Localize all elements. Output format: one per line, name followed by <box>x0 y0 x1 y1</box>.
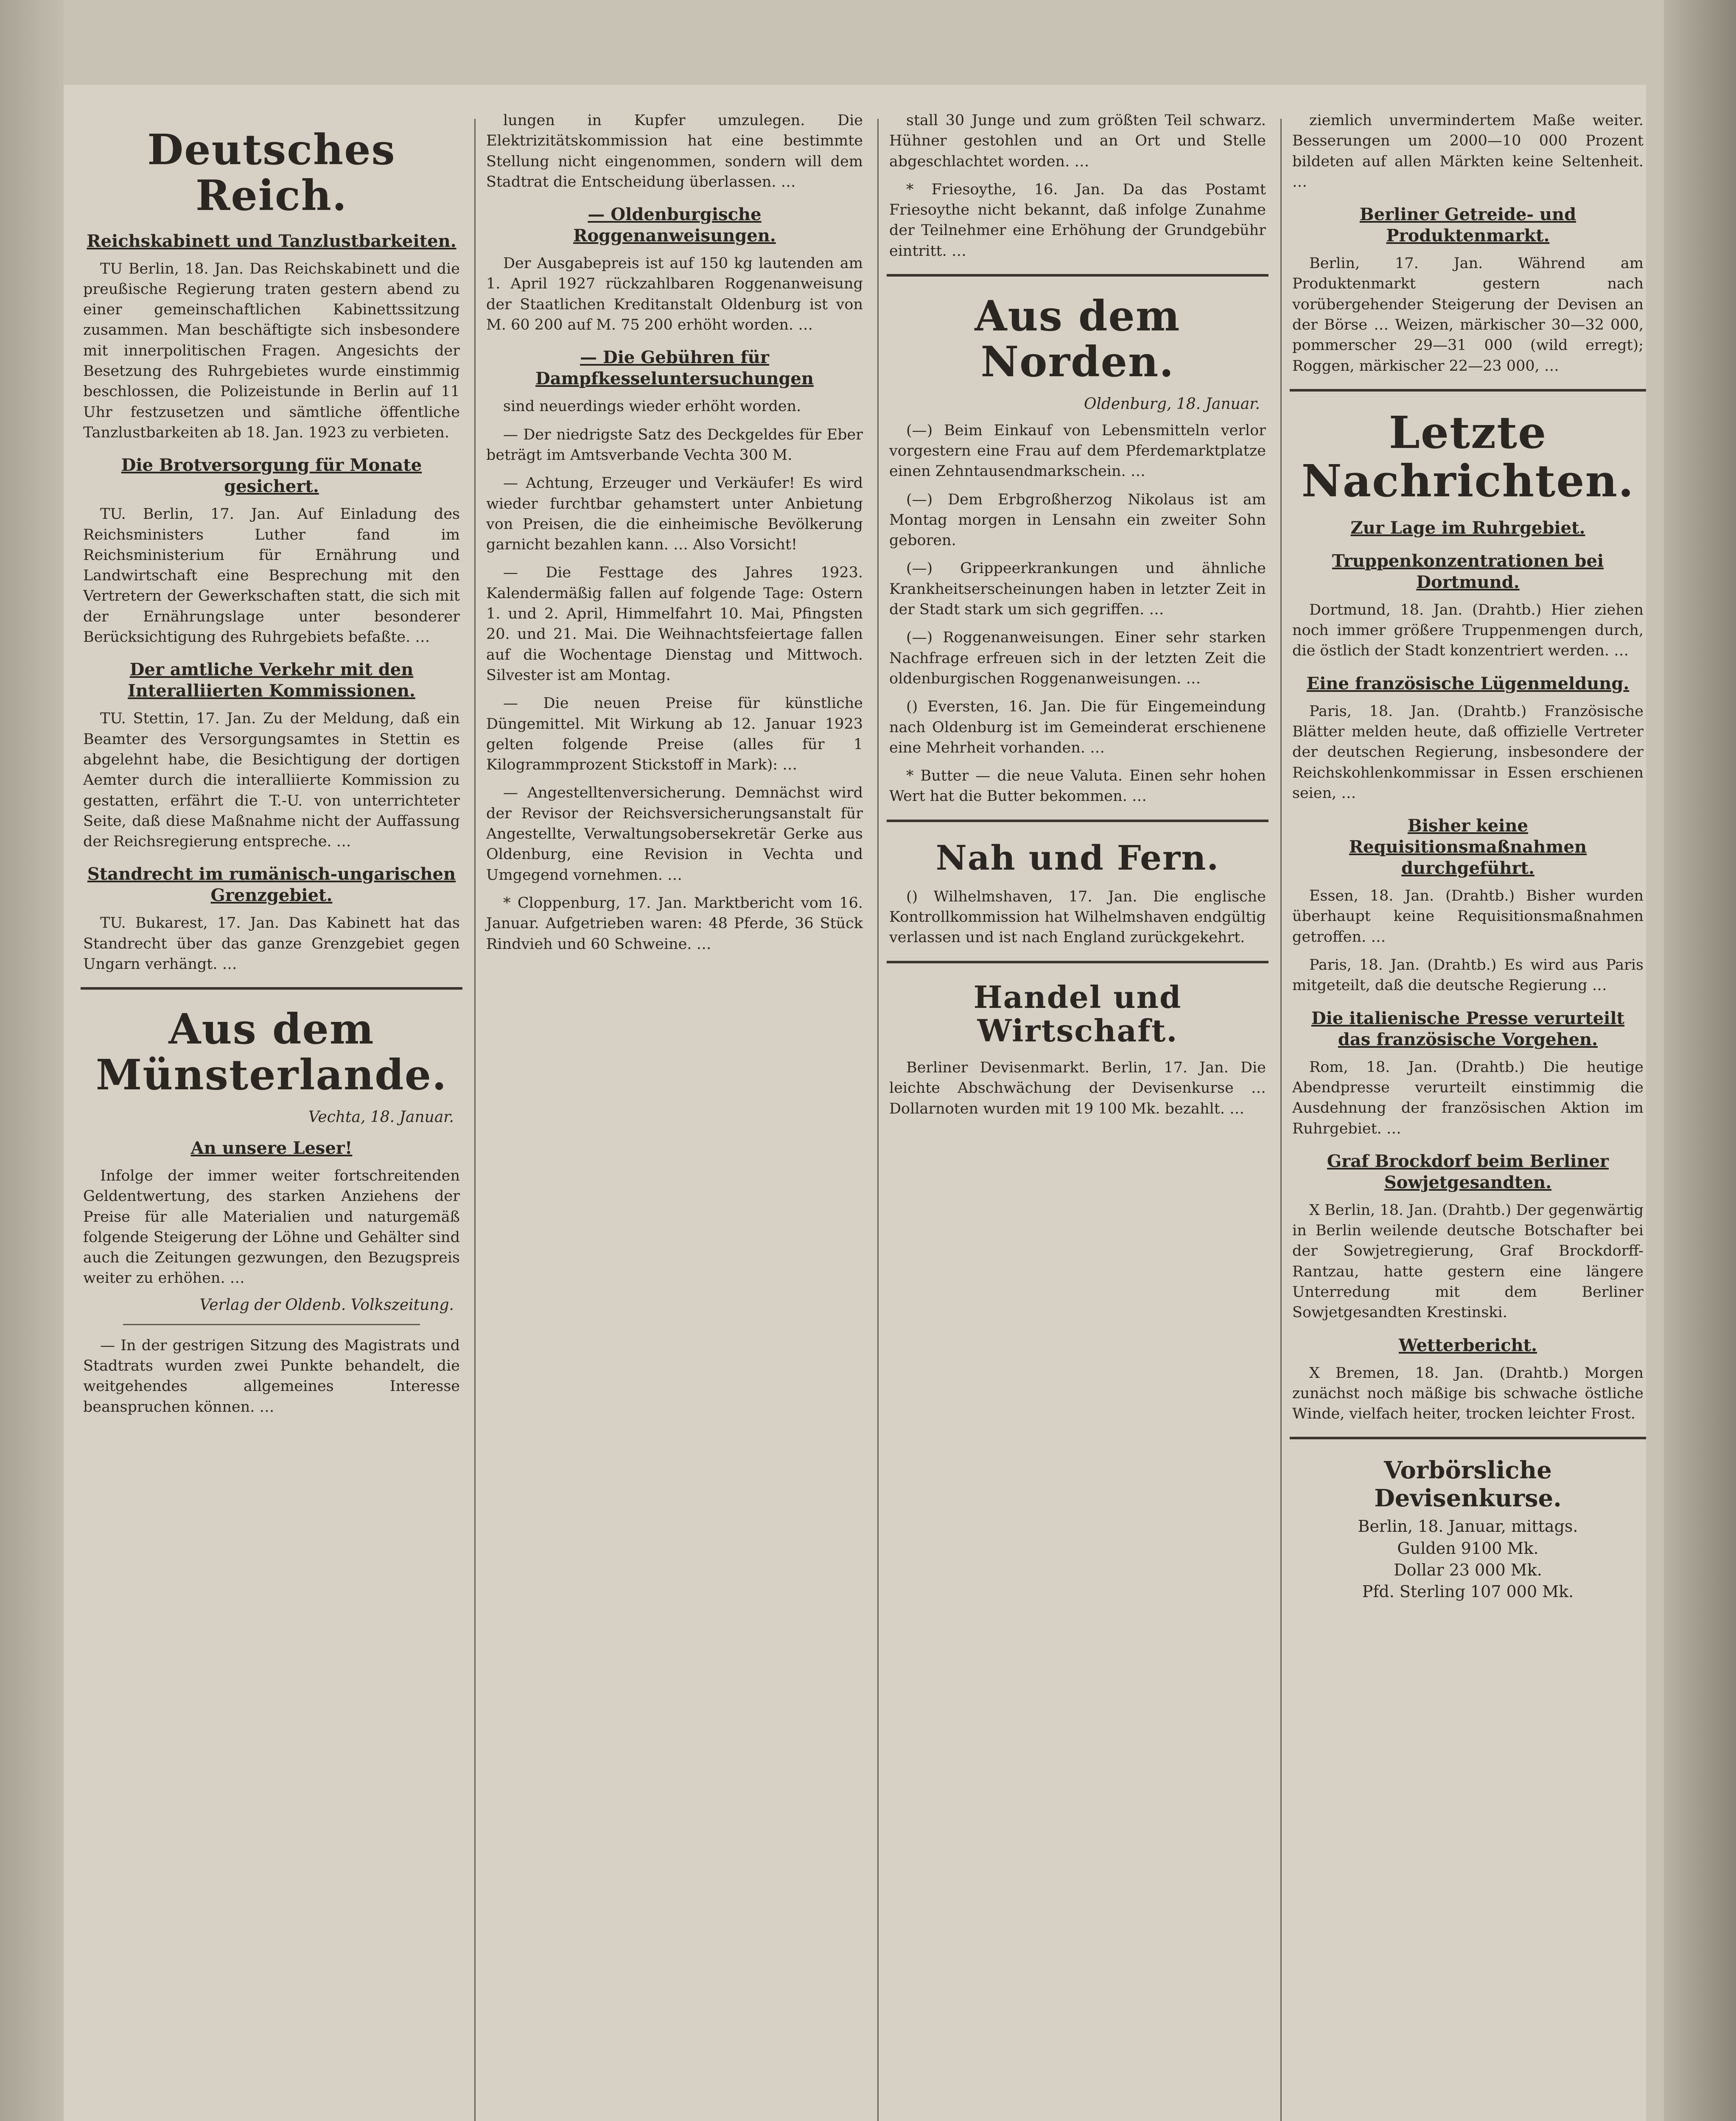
article-headline: An unsere Leser! <box>190 1138 353 1158</box>
article-text: — In der gestrigen Sitzung des Magistrats und Stadtrats wurden zwei Punkte behandelt, die weitgehendes allgemeines Interesse beanspruchen können. … <box>83 1337 460 1416</box>
section-divider <box>887 820 1268 822</box>
article-headline: Standrecht im rumänisch-ungarischen Grenzgebiet. <box>87 864 456 906</box>
article-text: — Der niedrigste Satz des Deckgeldes für Eber beträgt im Amtsverbande Vechta 300 M. <box>486 426 863 464</box>
section-heading: Aus dem Norden. <box>974 292 1181 386</box>
article-headline: Bisher keine Requisitionsmaßnahmen durchgeführt. <box>1349 816 1587 879</box>
article-text: X Bremen, 18. Jan. (Drahtb.) Morgen zunächst noch mäßige bis schwache östliche Winde, vielfach heiter, trocken leichter Frost. <box>1292 1364 1644 1423</box>
article-text: TU. Berlin, 17. Jan. Auf Einladung des Reichsministers Luther fand im Reichsministerium für Ernährung und Landwirtschaft eine Besprechung mit den Vertretern der Gewerkschaften statt, die sich mit der Ernährungslage unter besonderer Berücksichtigung des Ruhrgebiets befaßte. … <box>83 506 460 646</box>
article-headline: Der amtliche Verkehr mit den Interalliierten Kommissionen. <box>128 660 415 701</box>
section-heading: Deutsches Reich. <box>147 126 396 220</box>
article-text: — Angestelltenversicherung. Demnächst wird der Revisor der Reichsversicherungsanstalt für Angestellte, Verwaltungsobersekretär Gerke aus Oldenburg, eine Revision in Vechta und Umgegend vornehmen. … <box>486 784 863 884</box>
article-headline: Die Brotversorgung für Monate gesichert. <box>121 455 422 497</box>
article-text: Essen, 18. Jan. (Drahtb.) Bisher wurden überhaupt keine Requisitionsmaßnahmen getroffen. … <box>1292 887 1644 946</box>
article-text: Paris, 18. Jan. (Drahtb.) Es wird aus Paris mitgeteilt, daß die deutsche Regierung … <box>1292 957 1644 994</box>
article-text: * Friesoythe, 16. Jan. Da das Postamt Friesoythe nicht bekannt, daß infolge Zunahme der Teilnehmer eine Erhöhung der Grundgebühr eintritt. … <box>889 181 1266 260</box>
article-text: Berliner Devisenmarkt. Berlin, 17. Jan. Die leichte Abschwächung der Devisenkurse … Dollarnoten wurden mit 19 100 Mk. bezahlt. … <box>889 1059 1266 1117</box>
article-headline: Berliner Getreide- und Produktenmarkt. <box>1359 204 1576 246</box>
article-text: Berlin, 17. Jan. Während am Produktenmarkt gestern nach vorübergehender Steigerung der Devisen an der Börse … Weizen, märkischer 30—32 000, pommerscher 29—31 000 (wild erregt); Roggen, märkischer 22—23 000, … <box>1292 255 1644 375</box>
exchange-rates-heading: Vorbörsliche Devisenkurse. <box>1374 1456 1562 1513</box>
article-text: Infolge der immer weiter fortschreitenden Geldentwertung, des starken Anziehens der Preise für alle Materialien und naturgemäß folgende Steigerung der Löhne und Gehälter sind auch die Zeitungen gezwungen, den Bezugspreis weiter zu erhöhen. … <box>83 1167 460 1287</box>
exchange-rate-dollar: Dollar 23 000 Mk. <box>1394 1561 1542 1580</box>
column-2 <box>484 110 865 2121</box>
article-headline: Truppenkonzentrationen bei Dortmund. <box>1332 551 1604 592</box>
dateline: Vechta, 18. Januar. <box>308 1108 454 1126</box>
article-text: Dortmund, 18. Jan. (Drahtb.) Hier ziehen noch immer größere Truppenmengen durch, die östlich der Stadt konzentriert werden. … <box>1292 601 1644 660</box>
section-heading: Letzte Nachrichten. <box>1301 406 1635 507</box>
article-text: (—) Dem Erbgroßherzog Nikolaus ist am Montag morgen in Lensahn ein zweiter Sohn geboren. <box>889 491 1266 549</box>
article-text: * Cloppenburg, 17. Jan. Marktbericht vom 16. Januar. Aufgetrieben waren: 48 Pferde, 36 Stück Rindvieh und 60 Schweine. … <box>486 894 863 953</box>
exchange-rates-dateline: Berlin, 18. Januar, mittags. <box>1358 1517 1578 1536</box>
article-headline: Eine französische Lügenmeldung. <box>1306 673 1630 694</box>
article-text: TU Berlin, 18. Jan. Das Reichskabinett und die preußische Regierung traten gestern abend zu einer gemeinschaftlichen Kabinettssitzung zusammen. Man beschäftigte sich insbesondere mit innerpolitischen Fragen. Angesichts der Besetzung des Ruhrgebietes wurde einstimmig beschlossen, die Polizeistunde in Berlin auf 11 Uhr festzusetzen und sämtliche öffentliche Tanzlustbarkeiten ab 18. Jan. 1923 zu verbieten. <box>83 260 460 441</box>
article-text: () Wilhelmshaven, 17. Jan. Die englische Kontrollkommission hat Wilhelmshaven endgültig verlassen und ist nach England zurückgekehrt. <box>889 888 1266 946</box>
article-text: — Die neuen Preise für künstliche Düngemittel. Mit Wirkung ab 12. Januar 1923 gelten folgende Preise (alles für 1 Kilogrammprozent Stickstoff in Mark): … <box>486 695 863 774</box>
article-text: — Achtung, Erzeuger und Verkäufer! Es wird wieder furchtbar gehamstert unter Anbietung von Preisen, die die einheimische Bevölkerung garnicht bezahlen kann. … Also Vorsicht! <box>486 475 863 554</box>
column-4 <box>1290 110 1646 2121</box>
page-left-edge <box>0 0 64 2121</box>
section-divider <box>887 274 1268 277</box>
section-divider <box>887 961 1268 963</box>
section-heading: Handel und Wirtschaft. <box>973 979 1182 1049</box>
article-text: * Butter — die neue Valuta. Einen sehr hohen Wert hat die Butter bekommen. … <box>889 767 1266 805</box>
article-text: (—) Beim Einkauf von Lebensmitteln verlor vorgestern eine Frau auf dem Pferdemarktplatze einen Zehntausendmarkschein. … <box>889 422 1266 480</box>
article-headline: Zur Lage im Ruhrgebiet. <box>1350 518 1585 538</box>
section-divider <box>1290 1437 1646 1439</box>
section-heading: Aus dem Münsterlande. <box>95 1005 448 1100</box>
article-headline: Graf Brockdorf beim Berliner Sowjetgesandten. <box>1327 1151 1609 1192</box>
article-text: Der Ausgabepreis ist auf 150 kg lautenden am 1. April 1927 rückzahlbaren Roggenanweisung der Staatlichen Kreditanstalt Oldenburg ist von M. 60 200 auf M. 75 200 erhöht worden. … <box>486 255 863 334</box>
dateline: Oldenburg, 18. Januar. <box>1084 395 1260 413</box>
article-divider <box>123 1324 420 1325</box>
article-text: TU. Bukarest, 17. Jan. Das Kabinett hat das Standrecht über das ganze Grenzgebiet gegen Ungarn verhängt. … <box>83 915 460 973</box>
article-headline: Wetterbericht. <box>1398 1335 1537 1355</box>
article-text: sind neuerdings wieder erhöht worden. <box>503 398 801 415</box>
article-headline: — Oldenburgische Roggenanweisungen. <box>573 204 776 246</box>
article-text: ziemlich unvermindertem Maße weiter. Besserungen um 2000—10 000 Prozent bildeten auf allen Märkten keine Seltenheit. … <box>1292 112 1644 190</box>
article-text: (—) Grippeerkrankungen und ähnliche Krankheitserscheinungen haben in letzter Zeit in der Stadt stark um sich gegriffen. … <box>889 560 1266 618</box>
article-text: TU. Stettin, 17. Jan. Zu der Meldung, daß ein Beamter des Versorgungsamtes in Stettin es abgelehnt habe, die Besichtigung der dortigen Aemter durch die interalliierte Kommission zu gestatten, erfährt die T.-U. von unterrichteter Seite, daß diese Maßnahme nicht der Auffassung der Reichsregierung entspreche. … <box>83 710 460 851</box>
article-text: Paris, 18. Jan. (Drahtb.) Französische Blätter melden heute, daß offizielle Vertreter der deutschen Regierung, insbesondere der Reichskohlenkommissar in Essen erschienen seien, … <box>1292 702 1644 802</box>
column-rule <box>474 119 476 2121</box>
exchange-rate-gulden: Gulden 9100 Mk. <box>1397 1539 1539 1558</box>
article-headline: Die italienische Presse verurteilt das französische Vorgehen. <box>1311 1008 1625 1049</box>
column-rule <box>877 119 879 2121</box>
article-text: X Berlin, 18. Jan. (Drahtb.) Der gegenwärtig in Berlin weilende deutsche Botschafter bei der Sowjetregierung, Graf Brockdorff-Rantzau, hatte gestern eine längere Unterredung mit dem Berliner Sowjetgesandten Krestinski. <box>1292 1201 1644 1321</box>
column-1 <box>81 110 462 2121</box>
column-rule <box>1280 119 1282 2121</box>
signature-line: Verlag der Oldenb. Volkszeitung. <box>199 1296 454 1314</box>
section-heading: Nah und Fern. <box>935 837 1220 878</box>
article-text: () Eversten, 16. Jan. Die für Eingemeindung nach Oldenburg ist im Gemeinderat erschienene eine Mehrheit vorhanden. … <box>889 698 1266 756</box>
exchange-rate-pound: Pfd. Sterling 107 000 Mk. <box>1362 1582 1574 1601</box>
column-3 <box>887 110 1268 2121</box>
article-text: Rom, 18. Jan. (Drahtb.) Die heutige Abendpresse verurteilt einstimmig die Ausdehnung der französischen Aktion im Ruhrgebiet. … <box>1292 1058 1644 1137</box>
article-text: lungen in Kupfer umzulegen. Die Elektrizitätskommission hat eine bestimmte Stellung nicht eingenommen, sondern will dem Stadtrat die Entscheidung überlassen. … <box>486 112 863 190</box>
article-headline: Reichskabinett und Tanzlustbarkeiten. <box>87 231 456 251</box>
article-headline: — Die Gebühren für Dampfkesseluntersuchungen <box>535 347 814 389</box>
section-divider <box>81 987 462 990</box>
section-divider <box>1290 389 1646 392</box>
article-text: stall 30 Junge und zum größten Teil schwarz. Hühner gestohlen und an Ort und Stelle abgeschlachtet worden. … <box>889 112 1266 170</box>
article-text: (—) Roggenanweisungen. Einer sehr starken Nachfrage erfreuen sich in der letzten Zeit die oldenburgischen Roggenanweisungen. … <box>889 629 1266 687</box>
page-spine-shadow <box>1664 0 1736 2121</box>
article-text: — Die Festtage des Jahres 1923. Kalendermäßig fallen auf folgende Tage: Ostern 1. und 2. April, Himmelfahrt 10. Mai, Pfingsten 20. und 21. Mai. Die Weihnachtsfeiertage fallen auf die Wochentage Dienstag und Mittwoch. Silvester ist am Montag. <box>486 564 863 684</box>
newspaper-page <box>64 85 1646 2121</box>
